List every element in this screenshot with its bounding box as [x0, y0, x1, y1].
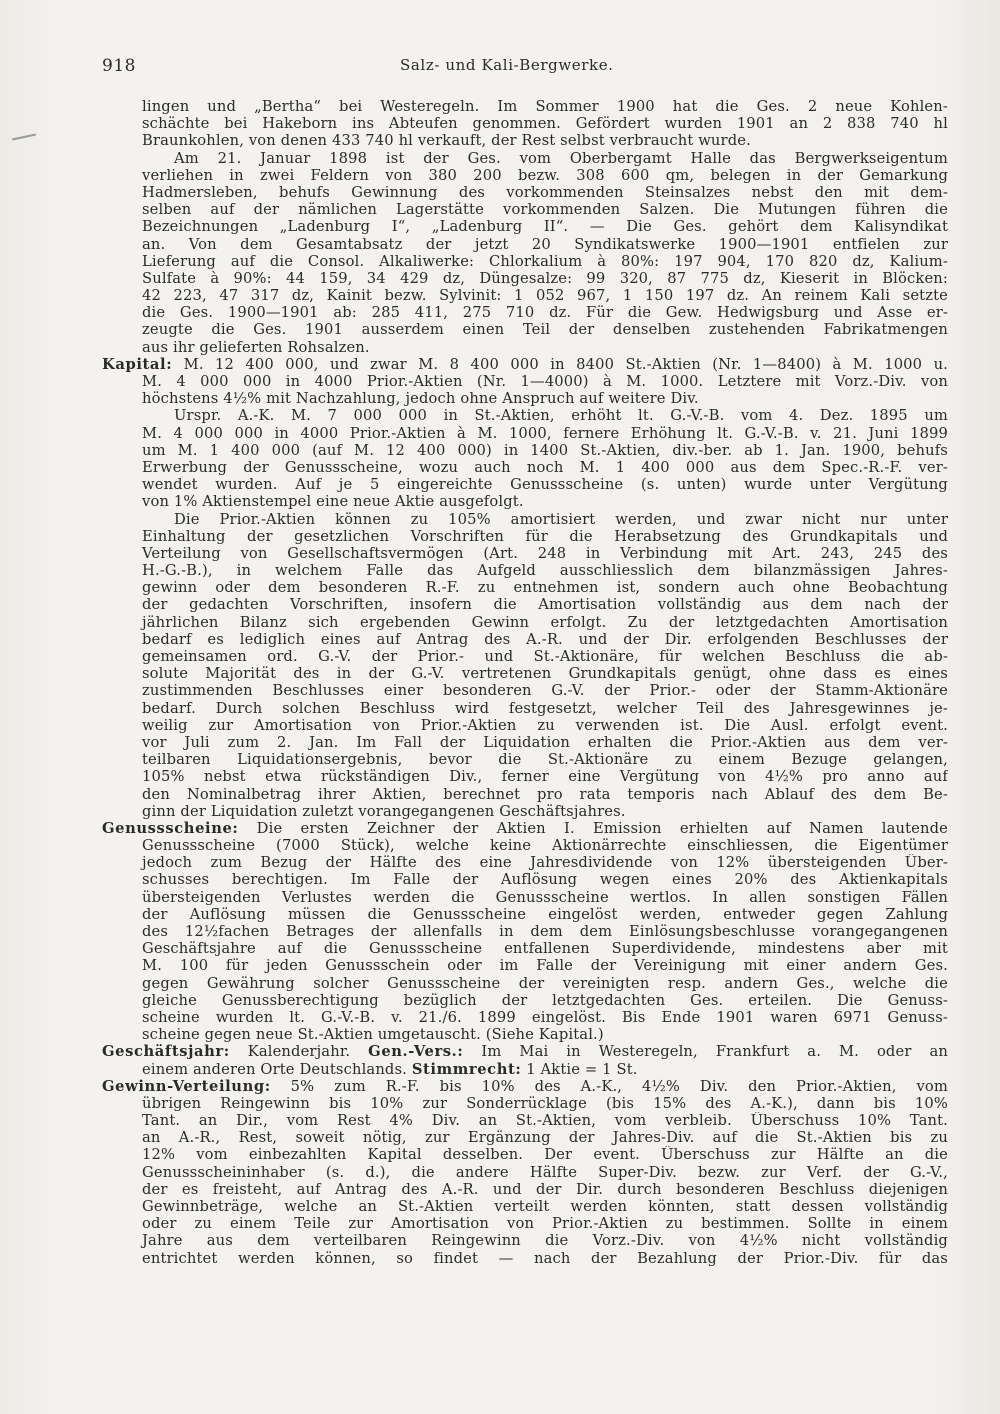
text-line: [102, 1129, 948, 1146]
text-line: [102, 1215, 948, 1232]
line-text: selben auf der nämlichen Lagerstätte vorkommenden Salzen. Die Mutungen führen die: [142, 201, 948, 219]
line-text: Im Mai in Westeregeln, Frankfurt a. M. oder an: [463, 1043, 948, 1061]
line-text: M. 4 000 000 in 4000 Prior.-Aktien (Nr. 1—4000) à M. 1000. Letztere mit Vorz.-Div. von: [142, 373, 948, 390]
text-line: [102, 665, 948, 682]
text-line: [102, 511, 948, 528]
text-line: [102, 871, 948, 888]
line-text: Die Prior.-Aktien können zu 105% amortisiert werden, und zwar nicht nur unter: [174, 510, 948, 528]
line-text: 105% nebst etwa rückständigen Div., ferner eine Vergütung von 4½% pro anno auf: [142, 768, 948, 786]
text-line: [102, 373, 948, 390]
text-line: [102, 682, 948, 699]
text-line: [102, 803, 948, 820]
text-line: [102, 734, 948, 751]
text-line: [102, 390, 948, 407]
text-line: [102, 854, 948, 871]
text-line: [102, 339, 948, 356]
text-line: [102, 889, 948, 906]
text-line: [102, 614, 948, 631]
line-text: Braunkohlen, von denen 433 740 hl verkauft, der Rest selbst verbraucht wurde.: [142, 132, 751, 150]
line-text: bedarf es lediglich eines auf Antrag des A.-R. und der Dir. erfolgenden Beschlusses der: [142, 630, 948, 648]
line-text: entrichtet werden können, so findet — nach der Bezahlung der Prior.-Div. für das: [142, 1249, 948, 1267]
line-text: Tant. an Dir., vom Rest 4% Div. an St.-Aktien, vom verbleib. Überschuss 10% Tant.: [142, 1112, 948, 1130]
line-text: übersteigenden Verlustes werden die Genussscheine wertlos. In allen sonstigen Fällen: [142, 888, 948, 906]
page-number: 918: [102, 56, 136, 76]
line-text: weilig zur Amortisation von Prior.-Aktien zu verwenden ist. Die Ausl. erfolgt event.: [142, 716, 948, 734]
text-line: [102, 545, 948, 562]
text-line: [102, 768, 948, 785]
text-line: [102, 1232, 948, 1249]
text-line: [102, 253, 948, 270]
text-line: [102, 1198, 948, 1215]
line-text: Urspr. A.-K. M. 7 000 000 in St.-Aktien, erhöht lt. G.-V.-B. vom 4. Dez. 1895 um: [174, 407, 948, 425]
line-text: M. 12 400 000, und zwar M. 8 400 000 in 8400 St.-Aktien (Nr. 1—8400) à M. 1000 u.: [172, 355, 948, 373]
line-text: den Nominalbetrag ihrer Aktien, berechnet pro rata temporis nach Ablauf des dem Be-: [142, 785, 948, 803]
text-line: [102, 150, 948, 167]
line-text: M. 4 000 000 in 4000 Prior.-Aktien à M. 1000, fernere Erhöhung lt. G.-V.-B. v. 21. Juni 1899: [142, 424, 948, 442]
section-key: Gewinn-Verteilung:: [102, 1077, 271, 1095]
text-line: [102, 167, 948, 184]
text-line: [102, 1095, 948, 1112]
text-line: [102, 1061, 948, 1078]
text-line: [102, 321, 948, 338]
text-line: [102, 1026, 948, 1043]
line-text: jährlichen Bilanz sich ergebenden Gewinn erfolgt. Zu der letztgedachten Amortisation: [142, 613, 948, 631]
section-key: Kapital:: [102, 355, 173, 373]
text-line: [102, 287, 948, 304]
line-text: um M. 1 400 000 (auf M. 12 400 000) in 1400 St.-Aktien, div.-ber. ab 1. Jan. 1900, behufs: [142, 441, 948, 459]
line-text: 42 223, 47 317 dz, Kainit bezw. Sylvinit: 1 052 967, 1 150 197 dz. An reinem Kali setzte: [142, 287, 948, 305]
margin-mark: [12, 134, 36, 141]
line-text: Lieferung auf die Consol. Alkaliwerke: Chlorkalium à 80%: 197 904, 170 820 dz, Kalium-: [142, 252, 948, 270]
line-text: der gedachten Vorschriften, insofern die Amortisation vollständig aus dem nach der: [142, 596, 948, 614]
line-text: Kalenderjahr.: [229, 1043, 369, 1061]
text-line: [102, 528, 948, 545]
line-text: 1 Aktie = 1 St.: [521, 1060, 638, 1078]
text-line: [102, 132, 948, 149]
text-line: [102, 648, 948, 665]
line-text: Bezeichnungen „Ladenburg I“, „Ladenburg II“. — Die Ges. gehört dem Kalisyndikat: [142, 218, 948, 236]
text-line: [102, 270, 948, 287]
text-line: [102, 459, 948, 476]
line-text: ginn der Liquidation zuletzt vorangegangenen Geschäftsjahres.: [142, 802, 626, 820]
text-line: [102, 115, 948, 132]
line-text: jedoch zum Bezug der Hälfte des eine Jahresdividende von 12% übersteigenden Über-: [142, 854, 948, 872]
text-line: [102, 631, 948, 648]
line-text: verliehen in zwei Feldern von 380 200 bezw. 308 600 qm, belegen in der Gemarkung: [142, 166, 948, 184]
text-line: [102, 1112, 948, 1129]
line-text: gleiche Genussberechtigung bezüglich der letztgedachten Ges. erteilen. Die Genuss-: [142, 991, 948, 1009]
line-text: Am 21. Januar 1898 ist der Ges. vom Oberbergamt Halle das Bergwerkseigentum: [174, 149, 948, 167]
section-key: Geschäftsjahr:: [102, 1043, 230, 1061]
line-text: höchstens 4½% mit Nachzahlung, jedoch ohne Anspruch auf weitere Div.: [142, 390, 699, 408]
section-key: Gen.-Vers.:: [368, 1043, 464, 1061]
line-text: der es freisteht, auf Antrag des A.-R. und der Dir. durch besonderen Beschluss diejenigen: [142, 1180, 948, 1198]
line-text: zustimmenden Beschlusses einer besonderen G.-V. der Prior.- oder der Stamm-Aktionäre: [142, 682, 948, 700]
line-text: M. 100 für jeden Genussschein oder im Falle der Vereinigung mit einer andern Ges.: [142, 957, 948, 975]
text-line: [102, 700, 948, 717]
line-text: gemeinsamen ord. G.-V. der Prior.- und St.-Aktionäre, für welchen Beschluss die ab-: [142, 648, 948, 665]
line-text: gegen Gewährung solcher Genussscheine der vereinigten resp. andern Ges., welche die: [142, 974, 948, 992]
line-text: 5% zum R.-F. bis 10% des A.-K., 4½% Div. den Prior.-Aktien, vom: [270, 1077, 948, 1095]
text-line: [102, 1146, 948, 1163]
line-text: übrigen Reingewinn bis 10% zur Sonderrücklage (bis 15% des A.-K.), dann bis 10%: [142, 1094, 948, 1112]
text-line: [102, 1164, 948, 1181]
text-line: [102, 923, 948, 940]
line-text: die Ges. 1900—1901 ab: 285 411, 275 710 dz. Für die Gew. Hedwigsburg und Asse er-: [142, 304, 948, 322]
text-line: [102, 906, 948, 923]
line-text: lingen und „Bertha“ bei Westeregeln. Im Sommer 1900 hat die Ges. 2 neue Kohlen-: [142, 98, 948, 115]
line-text: Verteilung von Gesellschaftsvermögen (Art. 248 in Verbindung mit Art. 243, 245 des: [142, 544, 948, 562]
line-text: des 12½fachen Betrages der allenfalls in dem dem Einlösungsbeschlusse vorangegangenen: [142, 923, 948, 940]
section-key: Genussscheine:: [102, 819, 239, 837]
text-line: [102, 1250, 948, 1267]
line-text: an. Von dem Gesamtabsatz der jetzt 20 Syndikatswerke 1900—1901 entfielen zur: [142, 235, 948, 253]
text-line: [102, 476, 948, 493]
text-line: [102, 493, 948, 510]
line-text: solute Majorität des in der G.-V. vertretenen Grundkapitals genügt, ohne dass es eines: [142, 665, 948, 683]
text-line: [102, 201, 948, 218]
body-text: [102, 98, 948, 1267]
text-line: [102, 1181, 948, 1198]
section-key: Stimmrecht:: [411, 1060, 522, 1078]
line-text: der Auflösung müssen die Genussscheine eingelöst werden, entweder gegen Zahlung: [142, 905, 948, 923]
line-text: schächte bei Hakeborn ins Abteufen genommen. Gefördert wurden 1901 an 2 838 740 hl: [142, 115, 948, 133]
text-line: [102, 98, 948, 115]
text-line: [102, 717, 948, 734]
text-line: [102, 751, 948, 768]
line-text: von 1% Aktienstempel eine neue Aktie ausgefolgt.: [142, 493, 524, 511]
line-text: an A.-R., Rest, soweit nötig, zur Ergänzung der Jahres-Div. auf die St.-Aktien bis zu: [142, 1129, 948, 1147]
line-text: Einhaltung der gesetzlichen Vorschriften für die Herabsetzung des Grundkapitals und: [142, 527, 948, 545]
line-text: scheine gegen neue St.-Aktien umgetauscht. (Siehe Kapital.): [142, 1026, 604, 1044]
line-text: einem anderen Orte Deutschlands.: [142, 1060, 412, 1078]
line-text: zeugte die Ges. 1901 ausserdem einen Teil der denselben zustehenden Fabrikatmengen: [142, 321, 948, 339]
text-line: [102, 1078, 948, 1095]
text-line: [102, 304, 948, 321]
line-text: Gewinnbeträge, welche an St.-Aktien verteilt werden könnten, statt dessen vollständig: [142, 1198, 948, 1215]
text-line: [102, 184, 948, 201]
line-text: Sulfate à 90%: 44 159, 34 429 dz, Düngesalze: 99 320, 87 775 dz, Kieserit in Blöcken:: [142, 269, 948, 287]
line-text: teilbaren Liquidationsergebnis, bevor die St.-Aktionäre zu einem Bezuge gelangen,: [142, 751, 948, 769]
text-line: [102, 562, 948, 579]
line-text: Geschäftsjahre auf die Genussscheine entfallenen Superdividende, mindestens aber mit: [142, 940, 948, 958]
line-text: aus ihr gelieferten Rohsalzen.: [142, 338, 370, 356]
text-line: [102, 820, 948, 837]
text-line: [102, 218, 948, 235]
line-text: gewinn oder dem besonderen R.-F. zu entnehmen ist, sondern auch ohne Beobachtung: [142, 579, 948, 597]
text-line: [102, 407, 948, 424]
line-text: H.-G.-B.), in welchem Falle das Aufgeld ausschliesslich dem bilanzmässigen Jahres-: [142, 562, 948, 580]
text-line: [102, 786, 948, 803]
line-text: 12% vom einbezahlten Kapital desselben. Der event. Überschuss zur Hälfte an die: [142, 1146, 948, 1164]
text-line: [102, 940, 948, 957]
line-text: scheine wurden lt. G.-V.-B. v. 21./6. 1899 eingelöst. Bis Ende 1901 waren 6971 Genuss-: [142, 1008, 948, 1026]
line-text: oder zu einem Teile zur Amortisation von Prior.-Aktien zu bestimmen. Sollte in einem: [142, 1215, 948, 1233]
line-text: Genussscheine (7000 Stück), welche keine Aktionärrechte einschliessen, die Eigentümer: [142, 837, 948, 855]
text-line: [102, 579, 948, 596]
line-text: Jahre aus dem verteilbaren Reingewinn die Vorz.-Div. von 4½% nicht vollständig: [142, 1232, 948, 1250]
line-text: Erwerbung der Genussscheine, wozu auch noch M. 1 400 000 aus dem Spec.-R.-F. ver-: [142, 458, 948, 476]
line-text: Genussscheininhaber (s. d.), die andere Hälfte Super-Div. bezw. zur Verf. der G.-V.,: [142, 1163, 948, 1181]
line-text: schusses berechtigen. Im Falle der Auflösung wegen eines 20% des Aktienkapitals: [142, 871, 948, 889]
text-line: [102, 442, 948, 459]
line-text: wendet wurden. Auf je 5 eingereichte Genussscheine (s. unten) wurde unter Vergütung: [142, 476, 948, 494]
line-text: Hadmersleben, behufs Gewinnung des vorkommenden Steinsalzes nebst den mit dem-: [142, 183, 948, 201]
text-line: [102, 596, 948, 613]
line-text: bedarf. Durch solchen Beschluss wird festgesetzt, welcher Teil des Jahresgewinnes je-: [142, 699, 948, 717]
text-line: [102, 957, 948, 974]
text-line: [102, 837, 948, 854]
text-line: [102, 1009, 948, 1026]
text-line: [102, 425, 948, 442]
line-text: Die ersten Zeichner der Aktien I. Emission erhielten auf Namen lautende: [238, 819, 948, 837]
text-line: [102, 1043, 948, 1060]
text-line: [102, 992, 948, 1009]
page-header: [0, 56, 1000, 80]
text-line: [102, 975, 948, 992]
text-line: [102, 356, 948, 373]
line-text: vor Juli zum 2. Jan. Im Fall der Liquidation erhalten die Prior.-Aktien aus dem ver-: [142, 733, 948, 751]
text-line: [102, 236, 948, 253]
running-title: Salz- und Kali-Bergwerke.: [400, 56, 614, 74]
